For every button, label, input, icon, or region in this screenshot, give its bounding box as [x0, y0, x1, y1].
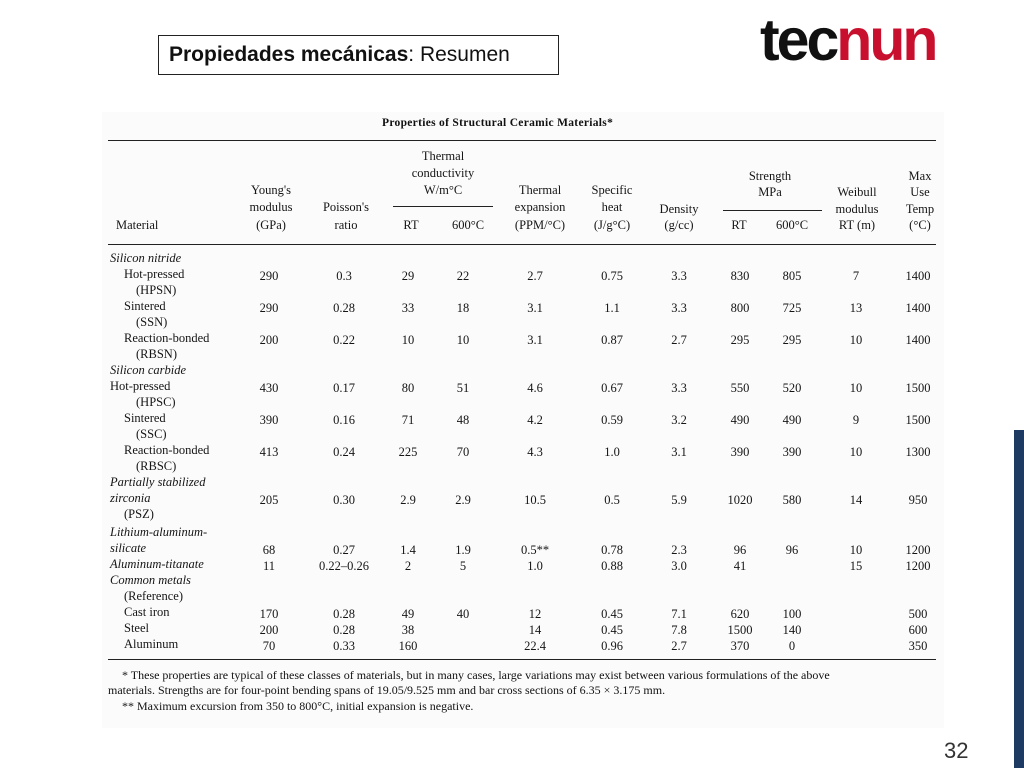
group-aluminum-titanate: Aluminum-titanate	[110, 557, 204, 571]
cell-thermal-exp: 10.5	[524, 493, 546, 507]
material-psz-abbr: (PSZ)	[124, 507, 154, 521]
header-thermal-cond-3: W/m°C	[423, 183, 463, 197]
cell-tc-rt: 33	[401, 301, 415, 315]
cell-youngs: 430	[259, 381, 279, 395]
cell-strength-600: 96	[785, 543, 799, 557]
header-tc-600: 600°C	[451, 218, 485, 232]
cell-tc-600: 22	[456, 269, 470, 283]
material-ssc-abbr: (SSC)	[136, 427, 167, 441]
material-rbsc-abbr: (RBSC)	[136, 459, 177, 473]
group-silicon-carbide: Silicon carbide	[110, 363, 187, 377]
cell-strength-600: 0	[788, 639, 796, 653]
cell-max-use-temp: 1300	[905, 445, 931, 459]
cell-density: 2.7	[671, 333, 687, 347]
table-bottom-rule	[108, 659, 936, 660]
header-youngs-2: modulus	[249, 200, 293, 214]
cell-tc-rt: 49	[401, 607, 415, 621]
cell-tc-600: 1.9	[455, 543, 471, 557]
cell-poisson: 0.3	[336, 269, 352, 283]
group-silicon-nitride: Silicon nitride	[110, 251, 182, 265]
cell-strength-600: 140	[782, 623, 802, 637]
cell-density: 3.3	[671, 301, 687, 315]
header-maxuse-1: Max	[908, 169, 932, 183]
cell-density: 3.1	[671, 445, 687, 459]
cell-strength-rt: 41	[733, 559, 747, 573]
header-thermal-exp-1: Thermal	[518, 183, 562, 197]
cell-specific-heat: 0.59	[601, 413, 623, 427]
cell-strength-rt: 1020	[727, 493, 753, 507]
cell-specific-heat: 0.5	[604, 493, 620, 507]
cell-max-use-temp: 1400	[905, 301, 931, 315]
footnote-3: ** Maximum excursion from 350 to 800°C, initial expansion is negative.	[122, 699, 474, 713]
cell-specific-heat: 0.96	[601, 639, 623, 653]
cell-max-use-temp: 1400	[905, 333, 931, 347]
cell-tc-rt: 29	[401, 269, 415, 283]
cell-max-use-temp: 350	[908, 639, 928, 653]
header-poisson-1: Poisson's	[322, 200, 370, 214]
cell-max-use-temp: 600	[908, 623, 928, 637]
header-specific-heat-2: heat	[601, 200, 623, 214]
cell-specific-heat: 1.0	[604, 445, 620, 459]
header-strength-rt: RT	[731, 218, 747, 232]
header-weibull-2: modulus	[835, 202, 879, 216]
cell-thermal-exp: 4.3	[527, 445, 543, 459]
cell-strength-rt: 1500	[727, 623, 753, 637]
header-maxuse-4: (°C)	[909, 218, 931, 232]
group-psz-2: zirconia	[110, 491, 151, 505]
cell-tc-600: 40	[456, 607, 470, 621]
cell-weibull: 10	[849, 333, 863, 347]
cell-youngs: 200	[259, 333, 279, 347]
cell-youngs: 170	[259, 607, 279, 621]
cell-poisson: 0.22	[333, 333, 355, 347]
cell-thermal-exp: 4.2	[527, 413, 543, 427]
cell-strength-rt: 830	[730, 269, 750, 283]
cell-density: 2.7	[671, 639, 687, 653]
logo-text-part2: nun	[836, 7, 936, 73]
cell-specific-heat: 0.87	[601, 333, 623, 347]
cell-weibull: 13	[849, 301, 863, 315]
cell-density: 3.0	[671, 559, 687, 573]
group-las-1: Lithium-aluminum-	[110, 525, 208, 539]
material-ssn-abbr: (SSN)	[136, 315, 168, 329]
cell-weibull: 14	[849, 493, 863, 507]
cell-weibull: 15	[849, 559, 863, 573]
slide-title-bold: Propiedades mecánicas	[169, 43, 409, 66]
cell-youngs: 11	[262, 559, 276, 573]
material-hpsn-abbr: (HPSN)	[136, 283, 177, 297]
cell-max-use-temp: 1200	[905, 559, 931, 573]
cell-strength-rt: 370	[730, 639, 750, 653]
header-material: Material	[116, 218, 159, 232]
cell-density: 7.1	[671, 607, 687, 621]
material-rbsn-name: Reaction-bonded	[124, 331, 210, 345]
cell-max-use-temp: 1400	[905, 269, 931, 283]
cell-poisson: 0.24	[333, 445, 355, 459]
group-las-2: silicate	[110, 541, 147, 555]
header-tc-rt: RT	[403, 218, 419, 232]
header-strength-2: MPa	[758, 185, 782, 199]
cell-youngs: 68	[262, 543, 276, 557]
header-strength-1: Strength	[748, 169, 792, 183]
cell-tc-600: 18	[456, 301, 470, 315]
cell-poisson: 0.16	[333, 413, 355, 427]
cell-poisson: 0.22–0.26	[319, 559, 369, 573]
header-youngs-1: Young's	[251, 183, 291, 197]
table-top-rule	[108, 140, 936, 141]
cell-max-use-temp: 1500	[905, 381, 931, 395]
material-rbsc-name: Reaction-bonded	[124, 443, 210, 457]
cell-thermal-exp: 0.5**	[520, 543, 550, 557]
cell-density: 3.3	[671, 381, 687, 395]
cell-tc-rt: 1.4	[400, 543, 416, 557]
cell-tc-rt: 38	[401, 623, 415, 637]
cell-poisson: 0.17	[333, 381, 355, 395]
cell-youngs: 200	[259, 623, 279, 637]
header-weibull-1: Weibull	[837, 185, 877, 199]
group-psz-1: Partially stabilized	[110, 475, 206, 489]
cell-max-use-temp: 1500	[905, 413, 931, 427]
cell-poisson: 0.28	[333, 301, 355, 315]
decorative-side-bar	[1014, 430, 1024, 768]
cell-strength-600: 520	[782, 381, 802, 395]
cell-density: 5.9	[671, 493, 687, 507]
material-hpsc-abbr: (HPSC)	[136, 395, 176, 409]
cell-max-use-temp: 950	[908, 493, 928, 507]
cell-weibull: 10	[849, 381, 863, 395]
header-youngs-3: (GPa)	[256, 218, 286, 232]
header-thermal-cond-2: conductivity	[411, 166, 475, 180]
table-caption: Properties of Structural Ceramic Materials*	[382, 117, 614, 129]
cell-tc-rt: 10	[401, 333, 415, 347]
material-aluminum: Aluminum	[124, 637, 179, 651]
strength-rule	[723, 210, 822, 211]
footnote-1: * These properties are typical of these classes of materials, but in many cases, large variations may exist between various formulations of the above	[122, 668, 830, 682]
cell-youngs: 290	[259, 301, 279, 315]
cell-strength-600: 490	[782, 413, 802, 427]
cell-tc-rt: 80	[401, 381, 415, 395]
cell-tc-600: 2.9	[455, 493, 471, 507]
cell-weibull: 7	[852, 269, 860, 283]
header-thermal-exp-2: expansion	[514, 200, 566, 214]
cell-youngs: 290	[259, 269, 279, 283]
cell-density: 7.8	[671, 623, 687, 637]
cell-strength-600: 805	[782, 269, 802, 283]
thermal-conductivity-rule	[393, 206, 493, 207]
cell-specific-heat: 1.1	[604, 301, 620, 315]
cell-strength-rt: 490	[730, 413, 750, 427]
cell-weibull: 10	[849, 445, 863, 459]
cell-thermal-exp: 4.6	[527, 381, 543, 395]
cell-thermal-exp: 22.4	[524, 639, 546, 653]
cell-strength-rt: 390	[730, 445, 750, 459]
material-cast-iron: Cast iron	[124, 605, 170, 619]
cell-density: 3.2	[671, 413, 687, 427]
cell-tc-600: 5	[459, 559, 467, 573]
header-maxuse-2: Use	[910, 185, 930, 199]
header-specific-heat-3: (J/g°C)	[593, 218, 631, 232]
slide-title	[158, 35, 559, 75]
cell-youngs: 70	[262, 639, 276, 653]
cell-tc-600: 48	[456, 413, 470, 427]
cell-youngs: 390	[259, 413, 279, 427]
cell-weibull: 10	[849, 543, 863, 557]
header-thermal-exp-3: (PPM/°C)	[514, 218, 566, 232]
cell-tc-rt: 160	[398, 639, 418, 653]
cell-tc-rt: 2.9	[400, 493, 416, 507]
cell-thermal-exp: 14	[528, 623, 542, 637]
material-reference: (Reference)	[124, 589, 183, 603]
cell-specific-heat: 0.78	[601, 543, 623, 557]
cell-poisson: 0.28	[333, 607, 355, 621]
cell-youngs: 413	[259, 445, 279, 459]
cell-strength-rt: 620	[730, 607, 750, 621]
material-ssc-name: Sintered	[124, 411, 166, 425]
cell-poisson: 0.28	[333, 623, 355, 637]
header-density-1: Density	[659, 202, 699, 216]
cell-strength-600: 295	[782, 333, 802, 347]
cell-strength-rt: 550	[730, 381, 750, 395]
material-hpsc-name: Hot-pressed	[110, 379, 171, 393]
cell-max-use-temp: 1200	[905, 543, 931, 557]
cell-thermal-exp: 2.7	[527, 269, 543, 283]
header-maxuse-3: Temp	[905, 202, 935, 216]
cell-density: 2.3	[671, 543, 687, 557]
logo-text-part1: tec	[760, 7, 837, 73]
cell-tc-600: 70	[456, 445, 470, 459]
footnote-2: materials. Strengths are for four-point bending spans of 19.05/9.525 mm and bar cross sections of 6.35 × 3.175 mm.	[108, 683, 666, 697]
cell-thermal-exp: 3.1	[527, 333, 543, 347]
cell-density: 3.3	[671, 269, 687, 283]
cell-specific-heat: 0.45	[601, 607, 623, 621]
cell-tc-600: 51	[456, 381, 470, 395]
tecnun-logo	[760, 6, 935, 74]
material-hpsn-name: Hot-pressed	[124, 267, 185, 281]
cell-tc-600: 10	[456, 333, 470, 347]
cell-specific-heat: 0.67	[601, 381, 623, 395]
cell-strength-rt: 96	[733, 543, 747, 557]
cell-strength-rt: 800	[730, 301, 750, 315]
table-header-rule	[108, 244, 936, 245]
header-specific-heat-1: Specific	[591, 183, 633, 197]
page-number: 32	[944, 738, 969, 763]
slide-title-rest: : Resumen	[408, 43, 510, 66]
header-density-2: (g/cc)	[664, 218, 694, 232]
cell-thermal-exp: 3.1	[527, 301, 543, 315]
material-rbsn-abbr: (RBSN)	[136, 347, 177, 361]
material-ssn-name: Sintered	[124, 299, 166, 313]
cell-strength-600: 390	[782, 445, 802, 459]
cell-tc-rt: 2	[404, 559, 412, 573]
cell-max-use-temp: 500	[908, 607, 928, 621]
cell-weibull: 9	[852, 413, 860, 427]
header-poisson-2: ratio	[334, 218, 358, 232]
cell-thermal-exp: 12	[528, 607, 542, 621]
header-weibull-3: RT (m)	[838, 218, 876, 232]
header-thermal-cond-1: Thermal	[421, 149, 465, 163]
header-strength-600: 600°C	[775, 218, 809, 232]
cell-poisson: 0.33	[333, 639, 355, 653]
cell-youngs: 205	[259, 493, 279, 507]
cell-strength-600: 100	[782, 607, 802, 621]
cell-tc-rt: 71	[401, 413, 415, 427]
cell-strength-600: 725	[782, 301, 802, 315]
cell-thermal-exp: 1.0	[527, 559, 543, 573]
cell-specific-heat: 0.88	[601, 559, 623, 573]
material-steel: Steel	[124, 621, 149, 635]
cell-specific-heat: 0.45	[601, 623, 623, 637]
cell-poisson: 0.27	[333, 543, 355, 557]
cell-strength-600: 580	[782, 493, 802, 507]
cell-tc-rt: 225	[398, 445, 418, 459]
group-common-metals: Common metals	[110, 573, 191, 587]
cell-specific-heat: 0.75	[601, 269, 623, 283]
cell-poisson: 0.30	[333, 493, 355, 507]
cell-strength-rt: 295	[730, 333, 750, 347]
